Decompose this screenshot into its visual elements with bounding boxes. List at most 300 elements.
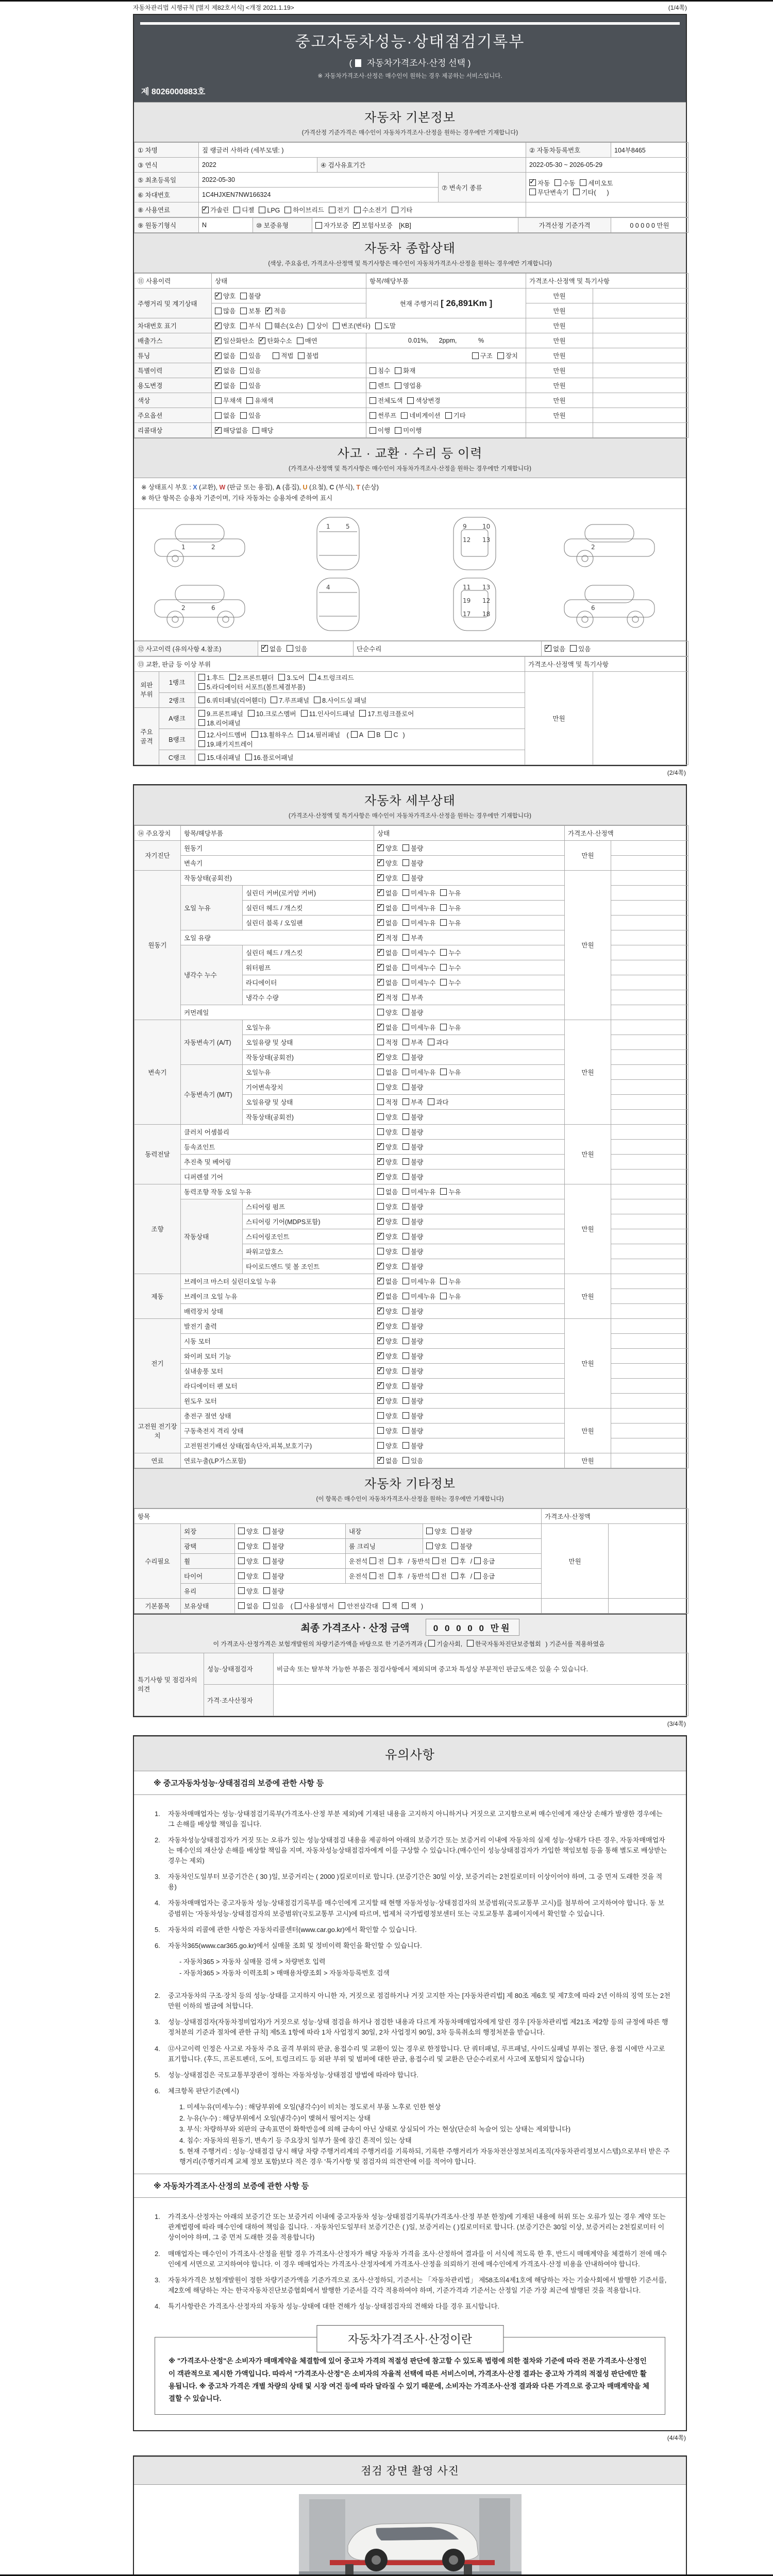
- unchecked-checkbox-icon[interactable]: [377, 1113, 384, 1120]
- check-option[interactable]: [377, 1053, 398, 1062]
- unchecked-checkbox-icon[interactable]: [377, 1098, 384, 1105]
- check-option[interactable]: [545, 644, 565, 653]
- check-option[interactable]: [298, 351, 318, 360]
- check-option[interactable]: [329, 205, 349, 214]
- check-option[interactable]: [402, 1366, 423, 1376]
- checked-checkbox-icon[interactable]: [215, 382, 222, 389]
- unchecked-checkbox-icon[interactable]: [389, 1557, 395, 1564]
- unchecked-checkbox-icon[interactable]: [440, 1278, 447, 1284]
- check-option[interactable]: [246, 396, 273, 405]
- check-option[interactable]: [440, 918, 461, 927]
- check-option[interactable]: [215, 351, 236, 360]
- unchecked-checkbox-icon[interactable]: [240, 308, 247, 314]
- check-option[interactable]: [377, 1411, 398, 1420]
- check-option[interactable]: [215, 426, 248, 435]
- checked-checkbox-icon[interactable]: [353, 222, 360, 229]
- check-option[interactable]: [375, 321, 396, 330]
- unchecked-checkbox-icon[interactable]: [426, 1528, 433, 1534]
- check-option[interactable]: [198, 730, 247, 739]
- check-option[interactable]: [570, 644, 591, 653]
- unchecked-checkbox-icon[interactable]: [402, 934, 409, 941]
- unchecked-checkbox-icon[interactable]: [385, 731, 392, 738]
- check-option[interactable]: [377, 1262, 398, 1271]
- unchecked-checkbox-icon[interactable]: [402, 1382, 409, 1389]
- check-option[interactable]: [395, 426, 422, 435]
- check-option[interactable]: [238, 1571, 259, 1581]
- checked-checkbox-icon[interactable]: [545, 645, 551, 652]
- unchecked-checkbox-icon[interactable]: [440, 964, 447, 971]
- check-option[interactable]: [554, 178, 575, 188]
- check-option[interactable]: [402, 888, 435, 897]
- check-option[interactable]: [402, 1351, 423, 1361]
- unchecked-checkbox-icon[interactable]: [297, 337, 304, 344]
- checked-checkbox-icon[interactable]: [377, 1337, 384, 1344]
- check-option[interactable]: [295, 1601, 334, 1611]
- check-option[interactable]: [377, 948, 398, 957]
- check-option[interactable]: [248, 709, 296, 718]
- check-option[interactable]: [389, 1556, 403, 1566]
- check-option[interactable]: [402, 1336, 423, 1346]
- check-option[interactable]: [301, 709, 355, 718]
- unchecked-checkbox-icon[interactable]: [238, 1543, 245, 1549]
- check-option[interactable]: [202, 205, 229, 214]
- unchecked-checkbox-icon[interactable]: [402, 859, 409, 866]
- unchecked-checkbox-icon[interactable]: [428, 1098, 434, 1105]
- check-option[interactable]: [472, 351, 493, 360]
- checked-checkbox-icon[interactable]: [265, 308, 272, 314]
- unchecked-checkbox-icon[interactable]: [253, 427, 259, 434]
- unchecked-checkbox-icon[interactable]: [402, 1308, 409, 1314]
- check-option[interactable]: [359, 709, 414, 718]
- check-option[interactable]: [240, 291, 261, 300]
- check-option[interactable]: [392, 205, 412, 214]
- check-option[interactable]: [263, 1556, 284, 1566]
- check-option[interactable]: [377, 1023, 398, 1032]
- check-option[interactable]: [351, 731, 363, 739]
- check-option[interactable]: [215, 321, 236, 330]
- check-option[interactable]: [402, 1053, 423, 1062]
- check-option[interactable]: [377, 918, 398, 927]
- check-option[interactable]: [377, 963, 398, 972]
- unchecked-checkbox-icon[interactable]: [402, 1323, 409, 1329]
- unchecked-checkbox-icon[interactable]: [474, 1572, 481, 1579]
- check-option[interactable]: [402, 1142, 423, 1151]
- unchecked-checkbox-icon[interactable]: [402, 1248, 409, 1255]
- unchecked-checkbox-icon[interactable]: [402, 1203, 409, 1210]
- checked-checkbox-icon[interactable]: [377, 1323, 384, 1329]
- checked-checkbox-icon[interactable]: [215, 293, 222, 299]
- check-option[interactable]: [402, 1187, 435, 1196]
- check-option[interactable]: [402, 1292, 435, 1301]
- check-option[interactable]: [240, 381, 261, 390]
- unchecked-checkbox-icon[interactable]: [389, 1572, 395, 1579]
- check-option[interactable]: [309, 673, 354, 682]
- check-option[interactable]: [395, 366, 415, 375]
- unchecked-checkbox-icon[interactable]: [351, 731, 358, 738]
- check-option[interactable]: [402, 1321, 423, 1331]
- unchecked-checkbox-icon[interactable]: [395, 382, 401, 389]
- unchecked-checkbox-icon[interactable]: [301, 710, 308, 717]
- unchecked-checkbox-icon[interactable]: [402, 874, 409, 881]
- unchecked-checkbox-icon[interactable]: [198, 683, 205, 690]
- check-option[interactable]: [428, 1639, 462, 1648]
- checked-checkbox-icon[interactable]: [377, 949, 384, 956]
- check-option[interactable]: [238, 1527, 259, 1536]
- check-option[interactable]: [402, 1217, 423, 1226]
- checked-checkbox-icon[interactable]: [261, 645, 268, 652]
- checked-checkbox-icon[interactable]: [377, 1397, 384, 1404]
- check-option[interactable]: [215, 411, 236, 420]
- check-option[interactable]: [426, 1527, 447, 1536]
- unchecked-checkbox-icon[interactable]: [554, 179, 561, 186]
- check-option[interactable]: [407, 396, 440, 405]
- check-option[interactable]: [426, 1541, 447, 1551]
- check-option[interactable]: [440, 1067, 461, 1077]
- check-option[interactable]: [377, 1202, 398, 1211]
- check-option[interactable]: [198, 696, 266, 705]
- check-option[interactable]: [377, 1441, 398, 1450]
- check-option[interactable]: [389, 1571, 403, 1581]
- unchecked-checkbox-icon[interactable]: [377, 1188, 384, 1195]
- unchecked-checkbox-icon[interactable]: [402, 919, 409, 926]
- check-option[interactable]: [445, 411, 466, 420]
- check-option[interactable]: [377, 1336, 398, 1346]
- unchecked-checkbox-icon[interactable]: [402, 1293, 409, 1299]
- check-option[interactable]: [377, 1396, 398, 1405]
- unchecked-checkbox-icon[interactable]: [474, 1557, 481, 1564]
- check-option[interactable]: [377, 1366, 398, 1376]
- check-option[interactable]: [402, 1277, 435, 1286]
- unchecked-checkbox-icon[interactable]: [472, 352, 479, 359]
- check-option[interactable]: [215, 381, 236, 390]
- check-option[interactable]: [402, 1038, 423, 1047]
- checked-checkbox-icon[interactable]: [377, 1308, 384, 1314]
- unchecked-checkbox-icon[interactable]: [402, 1397, 409, 1404]
- unchecked-checkbox-icon[interactable]: [402, 1218, 409, 1225]
- check-option[interactable]: [402, 1082, 423, 1092]
- unchecked-checkbox-icon[interactable]: [402, 904, 409, 911]
- unchecked-checkbox-icon[interactable]: [271, 697, 277, 703]
- check-option[interactable]: [377, 858, 398, 868]
- unchecked-checkbox-icon[interactable]: [432, 1557, 439, 1564]
- check-option[interactable]: [369, 1571, 384, 1581]
- unchecked-checkbox-icon[interactable]: [392, 207, 398, 213]
- check-option[interactable]: [451, 1556, 466, 1566]
- check-option[interactable]: [198, 682, 305, 691]
- check-option[interactable]: [497, 351, 518, 360]
- unchecked-checkbox-icon[interactable]: [440, 1024, 447, 1030]
- check-option[interactable]: [263, 1586, 284, 1596]
- unchecked-checkbox-icon[interactable]: [402, 1173, 409, 1180]
- check-option[interactable]: [377, 873, 398, 883]
- checked-checkbox-icon[interactable]: [377, 1352, 384, 1359]
- unchecked-checkbox-icon[interactable]: [215, 397, 222, 404]
- unchecked-checkbox-icon[interactable]: [428, 1039, 434, 1045]
- unchecked-checkbox-icon[interactable]: [263, 1572, 270, 1579]
- unchecked-checkbox-icon[interactable]: [240, 352, 247, 359]
- check-option[interactable]: [215, 396, 242, 405]
- checked-checkbox-icon[interactable]: [377, 1024, 384, 1030]
- check-option[interactable]: [238, 1541, 259, 1551]
- check-option[interactable]: [402, 978, 435, 987]
- checked-checkbox-icon[interactable]: [377, 1457, 384, 1464]
- unchecked-checkbox-icon[interactable]: [402, 1113, 409, 1120]
- check-option[interactable]: [377, 1187, 398, 1196]
- unchecked-checkbox-icon[interactable]: [395, 367, 401, 374]
- check-option[interactable]: [273, 351, 293, 360]
- checked-checkbox-icon[interactable]: [215, 337, 222, 344]
- checked-checkbox-icon[interactable]: [215, 367, 222, 374]
- unchecked-checkbox-icon[interactable]: [298, 731, 305, 738]
- unchecked-checkbox-icon[interactable]: [263, 1602, 270, 1609]
- check-option[interactable]: [265, 306, 286, 315]
- check-option[interactable]: [402, 858, 423, 868]
- unchecked-checkbox-icon[interactable]: [369, 427, 376, 434]
- checked-checkbox-icon[interactable]: [377, 1054, 384, 1060]
- check-option[interactable]: [440, 948, 461, 957]
- check-option[interactable]: [339, 1601, 378, 1611]
- unchecked-checkbox-icon[interactable]: [309, 674, 316, 681]
- check-option[interactable]: [240, 321, 261, 330]
- checked-checkbox-icon[interactable]: [377, 994, 384, 1001]
- unchecked-checkbox-icon[interactable]: [402, 1602, 409, 1609]
- check-option[interactable]: [402, 1202, 423, 1211]
- unchecked-checkbox-icon[interactable]: [402, 1352, 409, 1359]
- check-option[interactable]: [377, 993, 398, 1002]
- checked-checkbox-icon[interactable]: [377, 1263, 384, 1269]
- check-option[interactable]: [377, 978, 398, 987]
- check-option[interactable]: [377, 1172, 398, 1181]
- check-option[interactable]: [402, 1067, 435, 1077]
- check-option[interactable]: [402, 1097, 423, 1107]
- unchecked-checkbox-icon[interactable]: [198, 731, 205, 738]
- unchecked-checkbox-icon[interactable]: [369, 367, 376, 374]
- checked-checkbox-icon[interactable]: [377, 859, 384, 866]
- unchecked-checkbox-icon[interactable]: [198, 740, 205, 747]
- check-option[interactable]: [259, 336, 292, 345]
- check-option[interactable]: [402, 1426, 423, 1435]
- unchecked-checkbox-icon[interactable]: [377, 1412, 384, 1419]
- check-option[interactable]: [314, 696, 366, 705]
- unchecked-checkbox-icon[interactable]: [402, 1039, 409, 1045]
- check-option[interactable]: [402, 1381, 423, 1391]
- unchecked-checkbox-icon[interactable]: [440, 904, 447, 911]
- checked-checkbox-icon[interactable]: [259, 337, 265, 344]
- check-option[interactable]: [238, 1556, 259, 1566]
- unchecked-checkbox-icon[interactable]: [359, 710, 366, 717]
- unchecked-checkbox-icon[interactable]: [240, 382, 247, 389]
- unchecked-checkbox-icon[interactable]: [402, 1083, 409, 1090]
- check-option[interactable]: [402, 1112, 423, 1122]
- unchecked-checkbox-icon[interactable]: [570, 645, 577, 652]
- unchecked-checkbox-icon[interactable]: [467, 1640, 474, 1647]
- unchecked-checkbox-icon[interactable]: [198, 697, 205, 703]
- check-option[interactable]: [377, 903, 398, 912]
- check-option[interactable]: [474, 1571, 495, 1581]
- check-option[interactable]: [369, 381, 390, 390]
- check-option[interactable]: [573, 188, 609, 197]
- check-option[interactable]: [402, 873, 423, 883]
- check-option[interactable]: [369, 1556, 384, 1566]
- unchecked-checkbox-icon[interactable]: [402, 1054, 409, 1060]
- unchecked-checkbox-icon[interactable]: [375, 323, 382, 329]
- unchecked-checkbox-icon[interactable]: [402, 1069, 409, 1075]
- checked-checkbox-icon[interactable]: [377, 874, 384, 881]
- check-option[interactable]: [402, 1127, 423, 1137]
- check-option[interactable]: [580, 178, 613, 188]
- unchecked-checkbox-icon[interactable]: [315, 222, 322, 229]
- unchecked-checkbox-icon[interactable]: [229, 674, 236, 681]
- unchecked-checkbox-icon[interactable]: [402, 1263, 409, 1269]
- check-option[interactable]: [451, 1571, 466, 1581]
- unchecked-checkbox-icon[interactable]: [369, 1557, 376, 1564]
- check-option[interactable]: [298, 730, 340, 739]
- check-option[interactable]: [259, 207, 280, 214]
- checked-checkbox-icon[interactable]: [529, 179, 536, 186]
- unchecked-checkbox-icon[interactable]: [440, 979, 447, 986]
- checked-checkbox-icon[interactable]: [377, 979, 384, 986]
- check-option[interactable]: [377, 1321, 398, 1331]
- unchecked-checkbox-icon[interactable]: [240, 412, 247, 419]
- unchecked-checkbox-icon[interactable]: [402, 1143, 409, 1150]
- unchecked-checkbox-icon[interactable]: [497, 352, 504, 359]
- checked-checkbox-icon[interactable]: [215, 323, 222, 329]
- unchecked-checkbox-icon[interactable]: [368, 731, 375, 738]
- check-option[interactable]: [369, 411, 396, 420]
- check-option[interactable]: [198, 673, 225, 682]
- check-option[interactable]: [377, 1426, 398, 1435]
- check-option[interactable]: [353, 221, 392, 230]
- unchecked-checkbox-icon[interactable]: [278, 674, 285, 681]
- unchecked-checkbox-icon[interactable]: [377, 1039, 384, 1045]
- check-option[interactable]: [377, 843, 398, 853]
- check-option[interactable]: [402, 963, 435, 972]
- unchecked-checkbox-icon[interactable]: [263, 1543, 270, 1549]
- check-option[interactable]: [377, 1008, 398, 1017]
- check-option[interactable]: [402, 1411, 423, 1420]
- unchecked-checkbox-icon[interactable]: [402, 979, 409, 986]
- unchecked-checkbox-icon[interactable]: [198, 674, 205, 681]
- check-option[interactable]: [215, 336, 254, 345]
- unchecked-checkbox-icon[interactable]: [259, 207, 265, 213]
- check-option[interactable]: [377, 1277, 398, 1286]
- check-option[interactable]: [402, 903, 435, 912]
- unchecked-checkbox-icon[interactable]: [240, 367, 247, 374]
- check-option[interactable]: [369, 366, 390, 375]
- check-option[interactable]: [451, 1541, 472, 1551]
- check-option[interactable]: [238, 1601, 259, 1611]
- check-option[interactable]: [377, 1351, 398, 1361]
- check-option[interactable]: [377, 1127, 398, 1137]
- unchecked-checkbox-icon[interactable]: [377, 1442, 384, 1449]
- check-option[interactable]: [402, 1441, 423, 1450]
- unchecked-checkbox-icon[interactable]: [265, 323, 272, 329]
- checked-checkbox-icon[interactable]: [377, 1173, 384, 1180]
- unchecked-checkbox-icon[interactable]: [402, 1337, 409, 1344]
- check-option[interactable]: [377, 1067, 398, 1077]
- check-option[interactable]: [402, 843, 423, 853]
- check-option[interactable]: [440, 903, 461, 912]
- unchecked-checkbox-icon[interactable]: [284, 207, 291, 213]
- unchecked-checkbox-icon[interactable]: [432, 1572, 439, 1579]
- check-option[interactable]: [238, 1586, 259, 1596]
- unchecked-checkbox-icon[interactable]: [402, 1412, 409, 1419]
- unchecked-checkbox-icon[interactable]: [333, 323, 340, 329]
- unchecked-checkbox-icon[interactable]: [298, 352, 305, 359]
- check-option[interactable]: [253, 426, 273, 435]
- check-option[interactable]: [297, 336, 317, 345]
- unchecked-checkbox-icon[interactable]: [402, 1158, 409, 1165]
- unchecked-checkbox-icon[interactable]: [238, 1587, 245, 1594]
- check-option[interactable]: [369, 396, 402, 405]
- unchecked-checkbox-icon[interactable]: [369, 1572, 376, 1579]
- checked-checkbox-icon[interactable]: [377, 1382, 384, 1389]
- unchecked-checkbox-icon[interactable]: [198, 710, 205, 717]
- checked-checkbox-icon[interactable]: [377, 964, 384, 971]
- unchecked-checkbox-icon[interactable]: [377, 1069, 384, 1075]
- check-option[interactable]: [402, 1023, 435, 1032]
- unchecked-checkbox-icon[interactable]: [314, 697, 321, 703]
- unchecked-checkbox-icon[interactable]: [238, 1572, 245, 1579]
- check-option[interactable]: [377, 1157, 398, 1166]
- checked-checkbox-icon[interactable]: [377, 934, 384, 941]
- unchecked-checkbox-icon[interactable]: [402, 889, 409, 896]
- unchecked-checkbox-icon[interactable]: [238, 1528, 245, 1534]
- unchecked-checkbox-icon[interactable]: [401, 412, 408, 419]
- check-option[interactable]: [432, 1556, 447, 1566]
- unchecked-checkbox-icon[interactable]: [402, 844, 409, 851]
- check-option[interactable]: [402, 1172, 423, 1181]
- unchecked-checkbox-icon[interactable]: [377, 1009, 384, 1015]
- unchecked-checkbox-icon[interactable]: [383, 1602, 390, 1609]
- check-option[interactable]: [385, 731, 398, 739]
- check-option[interactable]: [377, 1112, 398, 1122]
- check-option[interactable]: [278, 673, 305, 682]
- check-option[interactable]: [333, 321, 371, 330]
- unchecked-checkbox-icon[interactable]: [428, 1640, 435, 1647]
- check-option[interactable]: [440, 1292, 461, 1301]
- unchecked-checkbox-icon[interactable]: [273, 352, 279, 359]
- check-option[interactable]: [402, 1396, 423, 1405]
- check-option[interactable]: [529, 188, 568, 197]
- unchecked-checkbox-icon[interactable]: [402, 1024, 409, 1030]
- unchecked-checkbox-icon[interactable]: [440, 919, 447, 926]
- check-option[interactable]: [402, 1232, 423, 1241]
- unchecked-checkbox-icon[interactable]: [402, 1188, 409, 1195]
- check-option[interactable]: [251, 730, 294, 739]
- unchecked-checkbox-icon[interactable]: [198, 719, 205, 726]
- unchecked-checkbox-icon[interactable]: [246, 397, 253, 404]
- check-option[interactable]: [402, 1307, 423, 1316]
- unchecked-checkbox-icon[interactable]: [339, 1602, 345, 1609]
- check-option[interactable]: [402, 948, 435, 957]
- unchecked-checkbox-icon[interactable]: [402, 1278, 409, 1284]
- unchecked-checkbox-icon[interactable]: [580, 179, 586, 186]
- check-option[interactable]: [440, 1277, 461, 1286]
- check-option[interactable]: [240, 306, 261, 315]
- check-option[interactable]: [377, 1217, 398, 1226]
- check-option[interactable]: [402, 918, 435, 927]
- check-option[interactable]: [377, 1142, 398, 1151]
- unchecked-checkbox-icon[interactable]: [240, 293, 247, 299]
- unchecked-checkbox-icon[interactable]: [377, 1203, 384, 1210]
- check-option[interactable]: [402, 1008, 423, 1017]
- check-option[interactable]: [284, 205, 324, 214]
- unchecked-checkbox-icon[interactable]: [402, 1457, 409, 1464]
- check-option[interactable]: [265, 321, 303, 330]
- checked-checkbox-icon[interactable]: [377, 889, 384, 896]
- checked-checkbox-icon[interactable]: [377, 1233, 384, 1240]
